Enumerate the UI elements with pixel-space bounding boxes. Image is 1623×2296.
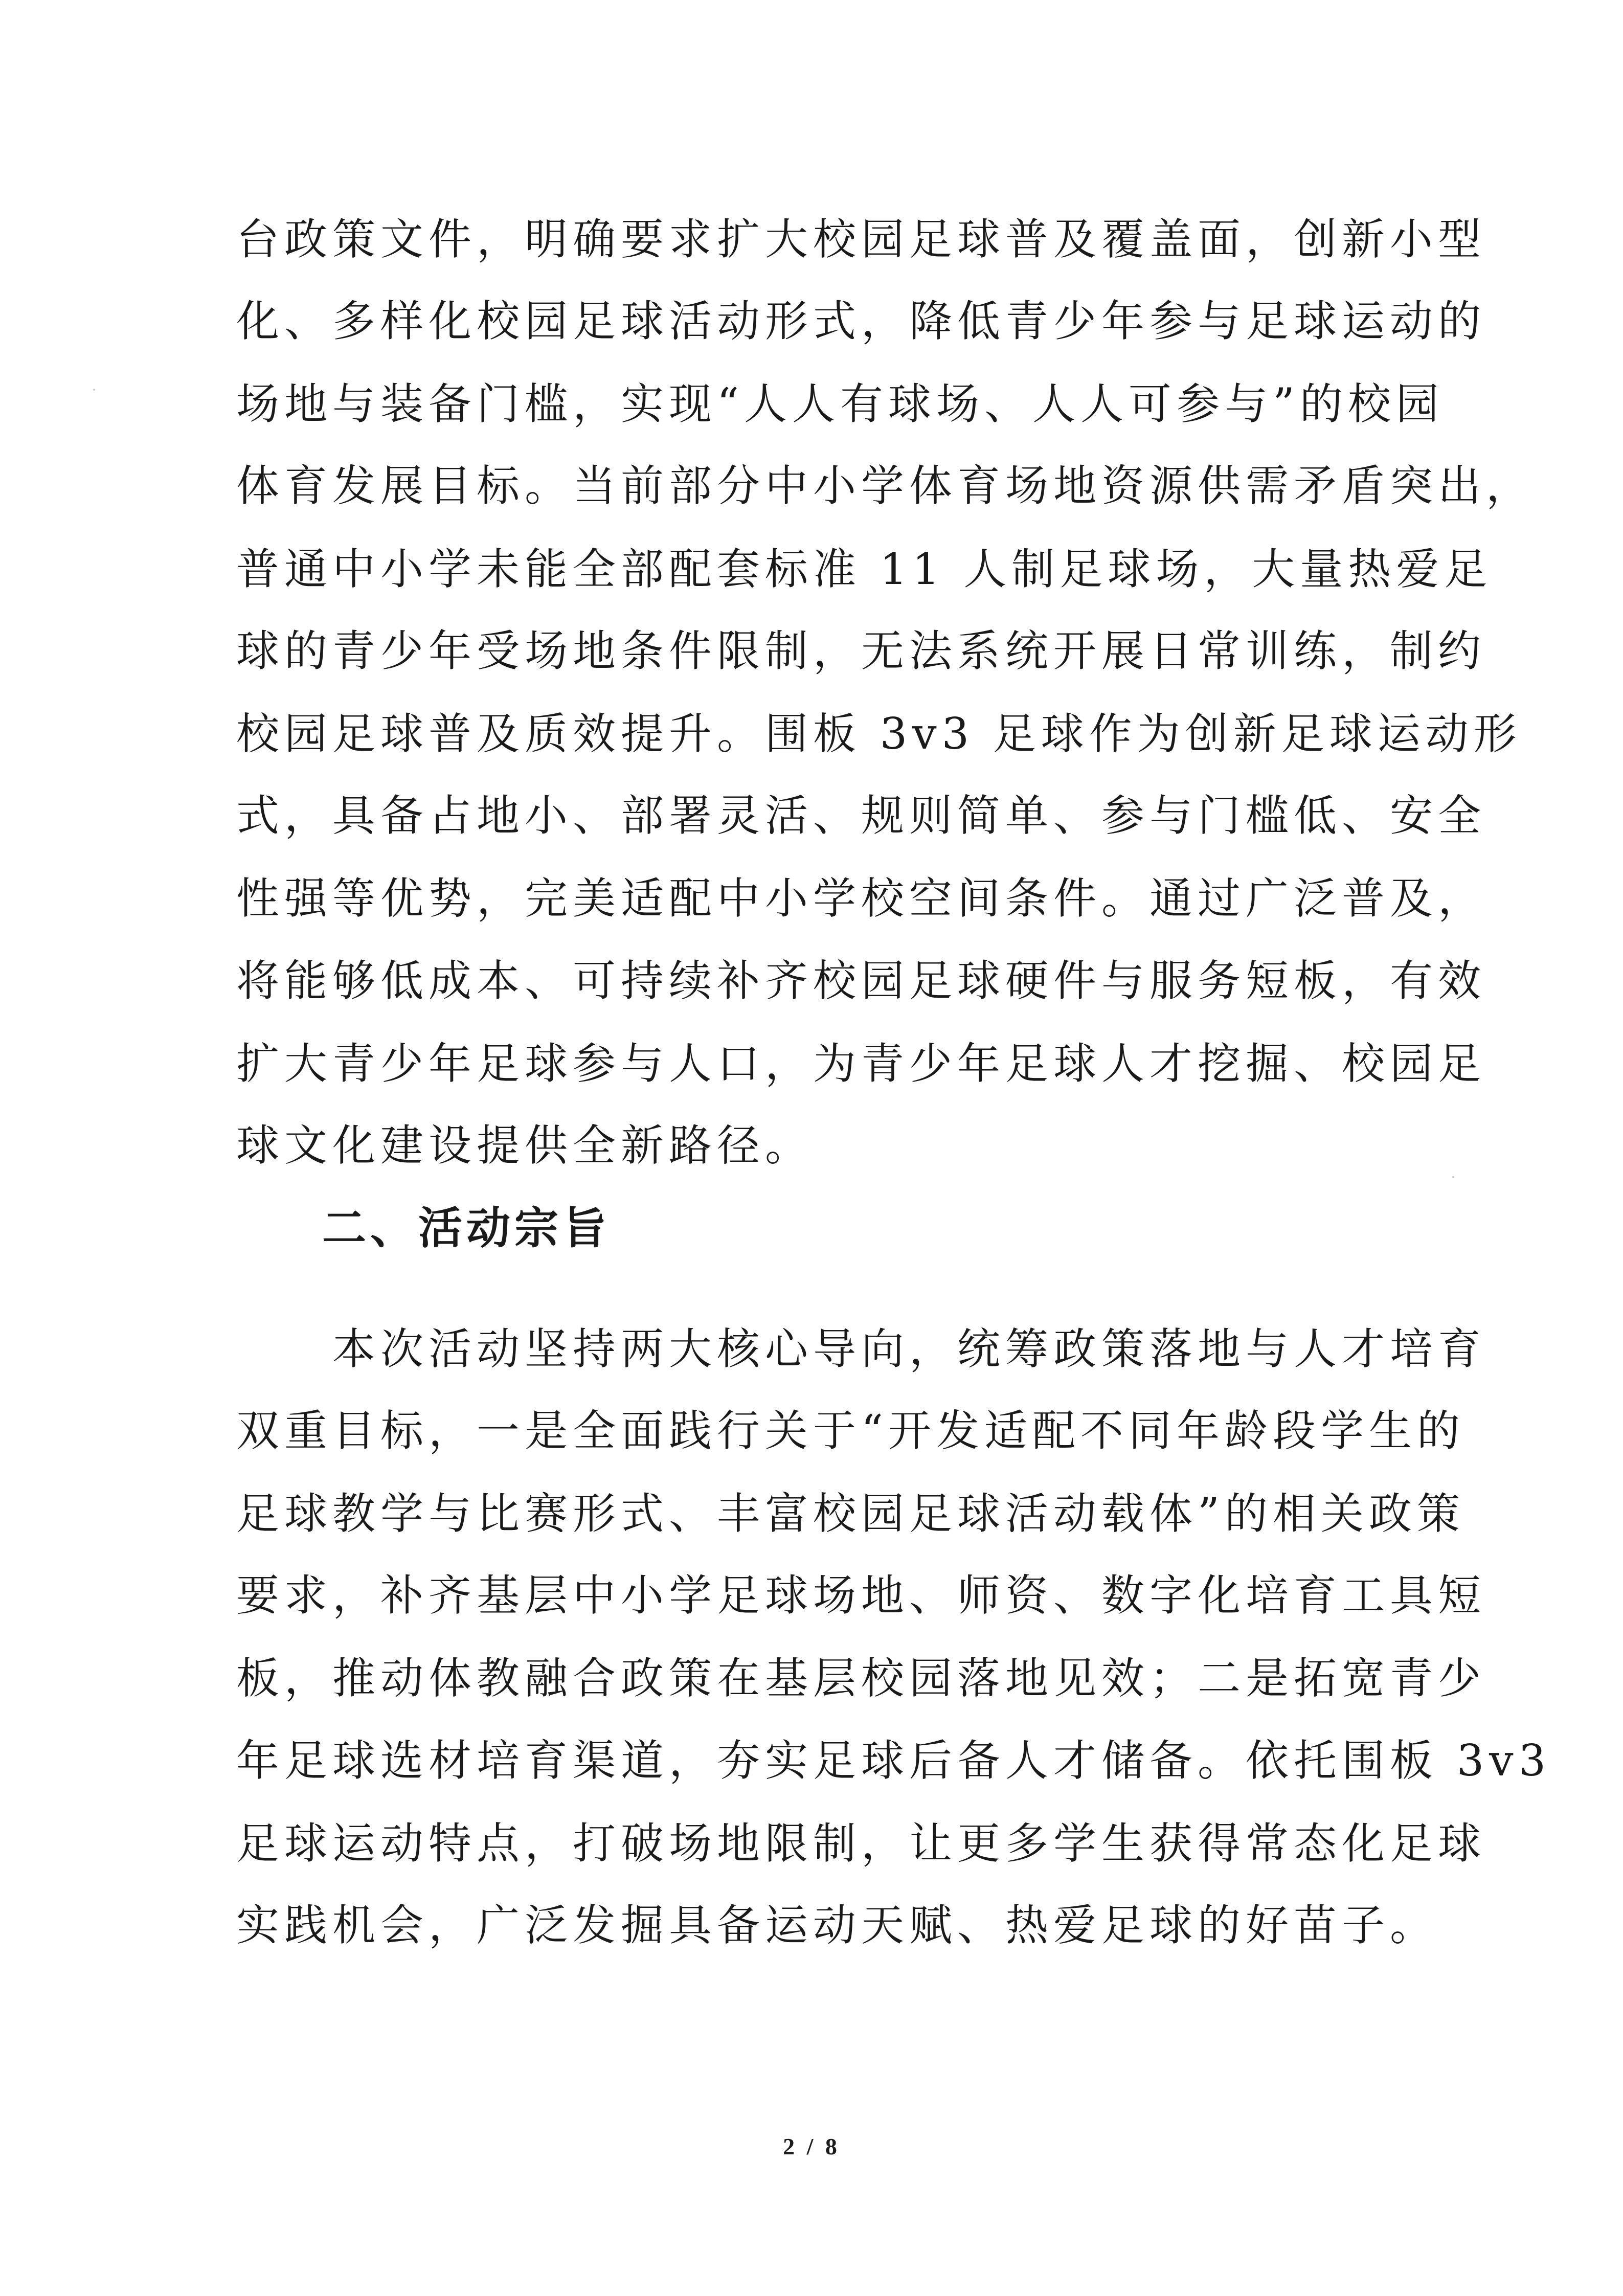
- paragraph-line: 扩大青少年足球参与人口，为青少年足球人才挖掘、校园足: [236, 1039, 1486, 1089]
- paragraph-line: 台政策文件，明确要求扩大校园足球普及覆盖面，创新小型: [236, 214, 1486, 264]
- paragraph-line: 要求，补齐基层中小学足球场地、师资、数字化培育工具短: [236, 1570, 1486, 1620]
- paragraph-line: 实践机会，广泛发掘具备运动天赋、热爱足球的好苗子。: [236, 1900, 1438, 1950]
- paragraph-line: 球文化建设提供全新路径。: [236, 1120, 814, 1170]
- paragraph-line: 将能够低成本、可持续补齐校园足球硬件与服务短板，有效: [236, 956, 1486, 1006]
- paragraph-line: 体育发展目标。当前部分中小学体育场地资源供需矛盾突出，: [236, 461, 1535, 511]
- paragraph-line: 场地与装备门槛，实现“人人有球场、人人可参与”的校园: [236, 379, 1444, 429]
- paragraph-line: 板，推动体教融合政策在基层校园落地见效；二是拓宽青少: [236, 1653, 1486, 1703]
- paragraph-line: 双重目标，一是全面践行关于“开发适配不同年龄段学生的: [236, 1406, 1465, 1456]
- paragraph-line: 球的青少年受场地条件限制，无法系统开展日常训练，制约: [236, 626, 1486, 676]
- paragraph-line: 式，具备占地小、部署灵活、规则简单、参与门槛低、安全: [236, 791, 1486, 841]
- paragraph-line: 普通中小学未能全部配套标准 11 人制足球场，大量热爱足: [236, 544, 1493, 594]
- paragraph-line: 年足球选材培育渠道，夯实足球后备人才储备。依托围板 3v3: [236, 1736, 1551, 1786]
- paragraph-line: 化、多样化校园足球活动形式，降低青少年参与足球运动的: [236, 296, 1486, 346]
- paragraph-line: 校园足球普及质效提升。围板 3v3 足球作为创新足球运动形: [236, 709, 1522, 759]
- section-heading: 二、活动宗旨: [322, 1203, 611, 1254]
- paragraph-line: 足球运动特点，打破场地限制，让更多学生获得常态化足球: [236, 1818, 1486, 1869]
- scan-artifact: [93, 389, 95, 391]
- scan-artifact: [1452, 1176, 1454, 1178]
- paragraph-line: 本次活动坚持两大核心导向，统筹政策落地与人才培育: [236, 1324, 1486, 1374]
- paragraph-line: 性强等优势，完美适配中小学校空间条件。通过广泛普及，: [236, 873, 1486, 924]
- paragraph-line: 足球教学与比赛形式、丰富校园足球活动载体”的相关政策: [236, 1489, 1465, 1539]
- page-number: 2 / 8: [783, 2133, 840, 2159]
